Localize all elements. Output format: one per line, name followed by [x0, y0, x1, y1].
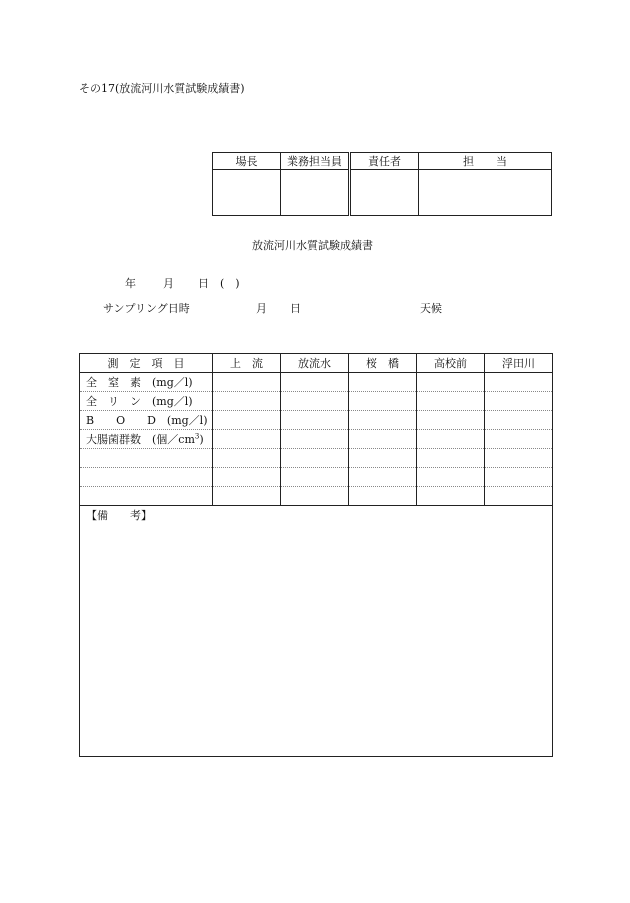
- table-row: [80, 373, 553, 392]
- value-cell[interactable]: [213, 411, 281, 430]
- approval-stamp-table: [212, 152, 552, 216]
- value-cell[interactable]: [417, 392, 485, 411]
- date-day-label: 日: [198, 277, 209, 290]
- value-cell[interactable]: [281, 373, 349, 392]
- table-row: [80, 392, 553, 411]
- row-item-blank[interactable]: [80, 449, 213, 468]
- value-cell[interactable]: [417, 373, 485, 392]
- value-cell[interactable]: [213, 392, 281, 411]
- col-header-sakura-bridge: 桜 橋: [349, 354, 417, 373]
- table-row: [80, 449, 553, 468]
- value-cell[interactable]: [485, 392, 553, 411]
- value-cell[interactable]: [485, 430, 553, 449]
- value-cell[interactable]: [281, 487, 349, 506]
- sampling-datetime-label: サンプリング日時: [103, 302, 190, 315]
- value-cell[interactable]: [485, 468, 553, 487]
- value-cell[interactable]: [485, 487, 553, 506]
- value-cell[interactable]: [349, 373, 417, 392]
- row-item-total-nitrogen: 全 窒 素 (mg／l): [80, 373, 213, 392]
- value-cell[interactable]: [349, 449, 417, 468]
- form-caption: その17(放流河川水質試験成績書): [79, 82, 245, 95]
- table-row: [80, 430, 553, 449]
- row-item-blank[interactable]: [80, 487, 213, 506]
- stamp-header-business-staff: 業務担当員: [281, 153, 350, 170]
- value-cell[interactable]: [485, 373, 553, 392]
- date-year-label: 年: [125, 277, 136, 290]
- value-cell[interactable]: [213, 430, 281, 449]
- value-cell[interactable]: [281, 449, 349, 468]
- unit-close-paren: ): [199, 433, 204, 446]
- row-item-bod: B O D (mg／l): [80, 411, 213, 430]
- table-row: [80, 487, 553, 506]
- value-cell[interactable]: [213, 487, 281, 506]
- sampling-day-label: 日: [290, 302, 301, 315]
- value-cell[interactable]: [349, 411, 417, 430]
- value-cell[interactable]: [349, 430, 417, 449]
- results-table: [79, 353, 553, 506]
- col-header-upstream: 上 流: [213, 354, 281, 373]
- value-cell[interactable]: [417, 411, 485, 430]
- value-cell[interactable]: [349, 392, 417, 411]
- stamp-cell-person-in-charge[interactable]: [419, 170, 552, 216]
- date-month-label: 月: [163, 277, 174, 290]
- col-header-item: 測 定 項 目: [80, 354, 213, 373]
- stamp-cell-business-staff[interactable]: [281, 170, 350, 216]
- stamp-cell-manager[interactable]: [350, 170, 419, 216]
- value-cell[interactable]: [213, 449, 281, 468]
- sampling-month-label: 月: [256, 302, 267, 315]
- remarks-box[interactable]: [79, 505, 553, 757]
- value-cell[interactable]: [417, 468, 485, 487]
- remarks-label: 【備 考】: [86, 509, 152, 522]
- value-cell[interactable]: [485, 411, 553, 430]
- value-cell[interactable]: [281, 392, 349, 411]
- stamp-cell-director[interactable]: [213, 170, 281, 216]
- value-cell[interactable]: [281, 411, 349, 430]
- weather-label: 天候: [420, 302, 442, 315]
- document-title: 放流河川水質試験成績書: [252, 239, 373, 252]
- value-cell[interactable]: [281, 430, 349, 449]
- stamp-header-manager: 責任者: [350, 153, 419, 170]
- col-header-effluent: 放流水: [281, 354, 349, 373]
- col-header-ukita-river: 浮田川: [485, 354, 553, 373]
- value-cell[interactable]: [349, 468, 417, 487]
- value-cell[interactable]: [417, 430, 485, 449]
- value-cell[interactable]: [213, 373, 281, 392]
- row-item-coliform: [80, 430, 213, 449]
- value-cell[interactable]: [213, 468, 281, 487]
- table-row: [80, 468, 553, 487]
- value-cell[interactable]: [281, 468, 349, 487]
- row-item-coliform-text: 大腸菌群数 (個／cm: [86, 433, 195, 446]
- row-item-total-phosphorus: 全 リ ン (mg／l): [80, 392, 213, 411]
- results-header-row: [80, 354, 553, 373]
- value-cell[interactable]: [417, 449, 485, 468]
- unit-superscript: 3: [194, 432, 200, 441]
- stamp-header-person-in-charge: 担 当: [419, 153, 552, 170]
- col-header-high-school: 高校前: [417, 354, 485, 373]
- table-row: [80, 411, 553, 430]
- date-weekday-paren: ( ): [220, 277, 240, 290]
- row-item-blank[interactable]: [80, 468, 213, 487]
- value-cell[interactable]: [417, 487, 485, 506]
- stamp-header-director: 場長: [213, 153, 281, 170]
- value-cell[interactable]: [349, 487, 417, 506]
- value-cell[interactable]: [485, 449, 553, 468]
